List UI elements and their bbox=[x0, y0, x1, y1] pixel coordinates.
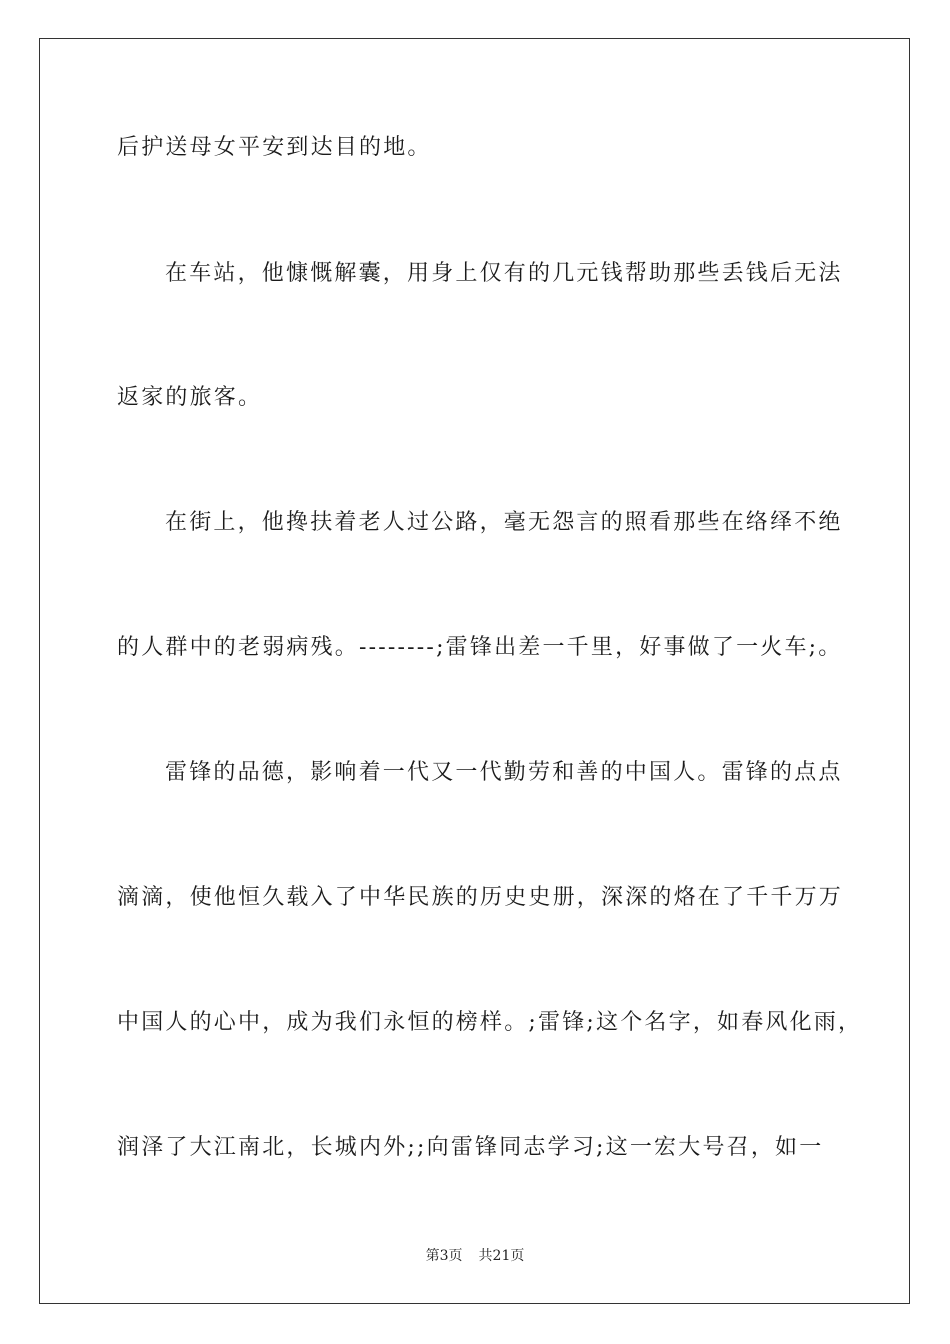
text-line-6: 雷锋的品德，影响着一代又一代勤劳和善的中国人。雷锋的点点 bbox=[165, 760, 843, 785]
page-total: 共21页 bbox=[478, 1248, 525, 1264]
text-line-8: 中国人的心中，成为我们永恒的榜样。;雷锋;这个名字，如春风化雨， bbox=[117, 1010, 863, 1035]
text-line-5: 的人群中的老弱病残。--------;雷锋出差一千里，好事做了一火车;。 bbox=[117, 635, 843, 660]
page-footer bbox=[0, 1247, 950, 1265]
text-line-2: 在车站，他慷慨解囊，用身上仅有的几元钱帮助那些丢钱后无法 bbox=[165, 261, 843, 286]
text-line-3: 返家的旅客。 bbox=[117, 385, 263, 410]
text-line-4: 在街上，他搀扶着老人过公路，毫无怨言的照看那些在络绎不绝 bbox=[165, 510, 843, 535]
page-number: 第3页 bbox=[425, 1248, 463, 1264]
text-line-7: 滴滴，使他恒久载入了中华民族的历史史册，深深的烙在了千千万万 bbox=[117, 885, 844, 910]
page-frame bbox=[39, 38, 910, 1304]
text-line-1: 后护送母女平安到达目的地。 bbox=[117, 135, 432, 160]
text-line-9: 润泽了大江南北，长城内外;;向雷锋同志学习;这一宏大号召，如一 bbox=[117, 1135, 824, 1160]
